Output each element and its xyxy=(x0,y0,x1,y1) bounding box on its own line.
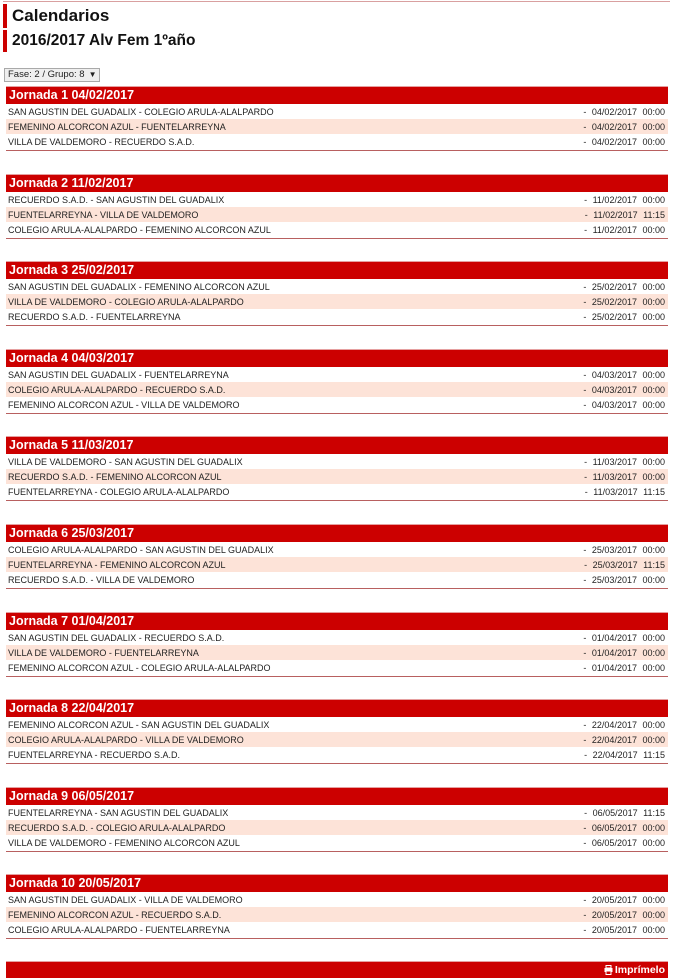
match-teams: FUENTELARREYNA - RECUERDO S.A.D. xyxy=(8,749,181,760)
match-datetime: - 01/04/2017 00:00 xyxy=(583,647,665,658)
match-row xyxy=(6,192,668,207)
match-teams: COLEGIO ARULA-ALALPARDO - RECUERDO S.A.D. xyxy=(8,384,226,395)
match-datetime: - 25/03/2017 11:15 xyxy=(584,559,665,570)
match-teams: FEMENINO ALCORCON AZUL - FUENTELARREYNA xyxy=(8,121,226,132)
round-divider xyxy=(6,851,668,852)
match-teams: VILLA DE VALDEMORO - FUENTELARREYNA xyxy=(8,647,199,658)
match-datetime: - 11/03/2017 00:00 xyxy=(584,471,665,482)
match-datetime: - 06/05/2017 00:00 xyxy=(583,837,665,848)
match-teams: VILLA DE VALDEMORO - SAN AGUSTIN DEL GUADALIX xyxy=(8,456,243,467)
round-block xyxy=(6,874,668,939)
match-datetime: - 04/03/2017 00:00 xyxy=(583,384,665,395)
round-block xyxy=(6,612,668,677)
round-header: Jornada 7 01/04/2017 xyxy=(6,612,668,630)
round-header: Jornada 2 11/02/2017 xyxy=(6,174,668,192)
match-row xyxy=(6,469,668,484)
round-block xyxy=(6,787,668,852)
match-teams: RECUERDO S.A.D. - SAN AGUSTIN DEL GUADALIX xyxy=(8,194,225,205)
match-row xyxy=(6,805,668,820)
match-teams: FUENTELARREYNA - SAN AGUSTIN DEL GUADALIX xyxy=(8,807,229,818)
match-row xyxy=(6,557,668,572)
round-divider xyxy=(6,588,668,589)
round-block xyxy=(6,174,668,239)
footer-bar xyxy=(6,961,668,978)
match-teams: RECUERDO S.A.D. - VILLA DE VALDEMORO xyxy=(8,574,195,585)
match-datetime: - 25/03/2017 00:00 xyxy=(583,574,665,585)
round-header: Jornada 3 25/02/2017 xyxy=(6,261,668,279)
match-datetime: - 06/05/2017 00:00 xyxy=(583,822,665,833)
match-row xyxy=(6,732,668,747)
match-teams: FEMENINO ALCORCON AZUL - RECUERDO S.A.D. xyxy=(8,909,222,920)
match-teams: VILLA DE VALDEMORO - RECUERDO S.A.D. xyxy=(8,136,195,147)
round-header: Jornada 9 06/05/2017 xyxy=(6,787,668,805)
round-block xyxy=(6,699,668,764)
match-datetime: - 04/02/2017 00:00 xyxy=(583,121,665,132)
round-divider xyxy=(6,325,668,326)
match-datetime: - 25/02/2017 00:00 xyxy=(583,296,665,307)
match-datetime: - 22/04/2017 00:00 xyxy=(583,734,665,745)
match-row xyxy=(6,572,668,587)
match-row xyxy=(6,119,668,134)
match-teams: SAN AGUSTIN DEL GUADALIX - VILLA DE VALDEMORO xyxy=(8,894,243,905)
match-row xyxy=(6,207,668,222)
match-teams: RECUERDO S.A.D. - COLEGIO ARULA-ALALPARDO xyxy=(8,822,226,833)
match-teams: VILLA DE VALDEMORO - FEMENINO ALCORCON AZUL xyxy=(8,837,240,848)
match-row xyxy=(6,907,668,922)
match-row xyxy=(6,454,668,469)
match-teams: FUENTELARREYNA - VILLA DE VALDEMORO xyxy=(8,209,199,220)
page-title: Calendarios xyxy=(3,4,109,28)
round-header: Jornada 1 04/02/2017 xyxy=(6,86,668,104)
match-row xyxy=(6,222,668,237)
match-teams: COLEGIO ARULA-ALALPARDO - FEMENINO ALCORCON AZUL xyxy=(8,224,271,235)
match-teams: FEMENINO ALCORCON AZUL - VILLA DE VALDEMORO xyxy=(8,399,240,410)
match-datetime: - 22/04/2017 00:00 xyxy=(583,719,665,730)
match-datetime: - 01/04/2017 00:00 xyxy=(583,662,665,673)
match-row xyxy=(6,309,668,324)
match-teams: COLEGIO ARULA-ALALPARDO - FUENTELARREYNA xyxy=(8,924,230,935)
match-row xyxy=(6,630,668,645)
match-row xyxy=(6,104,668,119)
match-teams: VILLA DE VALDEMORO - COLEGIO ARULA-ALALPARDO xyxy=(8,296,244,307)
round-divider xyxy=(6,500,668,501)
round-divider xyxy=(6,763,668,764)
round-header: Jornada 5 11/03/2017 xyxy=(6,436,668,454)
match-datetime: - 11/02/2017 00:00 xyxy=(584,194,665,205)
round-block xyxy=(6,86,668,151)
match-row xyxy=(6,717,668,732)
match-row xyxy=(6,747,668,762)
match-row xyxy=(6,835,668,850)
triangle-down-icon: ▼ xyxy=(88,70,97,79)
round-header: Jornada 10 20/05/2017 xyxy=(6,874,668,892)
print-button[interactable] xyxy=(604,964,668,976)
match-row xyxy=(6,367,668,382)
phase-group-select-value: Fase: 2 / Grupo: 8 xyxy=(8,69,85,80)
match-teams: FUENTELARREYNA - FEMENINO ALCORCON AZUL xyxy=(8,559,226,570)
match-datetime: - 25/02/2017 00:00 xyxy=(583,281,665,292)
top-divider xyxy=(3,1,670,2)
round-header: Jornada 6 25/03/2017 xyxy=(6,524,668,542)
match-datetime: - 25/03/2017 00:00 xyxy=(583,544,665,555)
round-divider xyxy=(6,413,668,414)
match-row xyxy=(6,382,668,397)
match-teams: COLEGIO ARULA-ALALPARDO - VILLA DE VALDEMORO xyxy=(8,734,244,745)
round-divider xyxy=(6,150,668,151)
match-datetime: - 20/05/2017 00:00 xyxy=(583,894,665,905)
match-datetime: - 20/05/2017 00:00 xyxy=(583,909,665,920)
match-row xyxy=(6,892,668,907)
round-block xyxy=(6,349,668,414)
round-header: Jornada 8 22/04/2017 xyxy=(6,699,668,717)
match-datetime: - 11/02/2017 11:15 xyxy=(584,209,665,220)
match-datetime: - 11/02/2017 00:00 xyxy=(584,224,665,235)
match-datetime: - 25/02/2017 00:00 xyxy=(583,311,665,322)
match-row xyxy=(6,820,668,835)
match-teams: SAN AGUSTIN DEL GUADALIX - COLEGIO ARULA-ALALPARDO xyxy=(8,106,274,117)
match-datetime: - 01/04/2017 00:00 xyxy=(583,632,665,643)
match-datetime: - 06/05/2017 11:15 xyxy=(584,807,665,818)
round-divider xyxy=(6,238,668,239)
match-teams: SAN AGUSTIN DEL GUADALIX - FUENTELARREYNA xyxy=(8,369,229,380)
match-teams: RECUERDO S.A.D. - FUENTELARREYNA xyxy=(8,311,181,322)
phase-group-select[interactable] xyxy=(4,68,100,82)
match-datetime: - 04/03/2017 00:00 xyxy=(583,399,665,410)
match-teams: SAN AGUSTIN DEL GUADALIX - RECUERDO S.A.D. xyxy=(8,632,225,643)
match-datetime: - 11/03/2017 00:00 xyxy=(584,456,665,467)
round-divider xyxy=(6,938,668,939)
match-row xyxy=(6,922,668,937)
match-datetime: - 11/03/2017 11:15 xyxy=(584,486,665,497)
match-datetime: - 20/05/2017 00:00 xyxy=(583,924,665,935)
match-row xyxy=(6,660,668,675)
match-row xyxy=(6,645,668,660)
page-subtitle: 2016/2017 Alv Fem 1ºaño xyxy=(3,30,195,52)
match-teams: FUENTELARREYNA - COLEGIO ARULA-ALALPARDO xyxy=(8,486,230,497)
match-row xyxy=(6,397,668,412)
round-divider xyxy=(6,676,668,677)
match-teams: COLEGIO ARULA-ALALPARDO - SAN AGUSTIN DEL GUADALIX xyxy=(8,544,274,555)
match-teams: RECUERDO S.A.D. - FEMENINO ALCORCON AZUL xyxy=(8,471,222,482)
match-row xyxy=(6,134,668,149)
match-datetime: - 04/03/2017 00:00 xyxy=(583,369,665,380)
match-row xyxy=(6,279,668,294)
match-teams: FEMENINO ALCORCON AZUL - SAN AGUSTIN DEL GUADALIX xyxy=(8,719,270,730)
printer-icon xyxy=(604,965,613,975)
match-row xyxy=(6,542,668,557)
match-teams: FEMENINO ALCORCON AZUL - COLEGIO ARULA-ALALPARDO xyxy=(8,662,271,673)
round-block xyxy=(6,524,668,589)
match-row xyxy=(6,484,668,499)
match-datetime: - 04/02/2017 00:00 xyxy=(583,136,665,147)
round-block xyxy=(6,261,668,326)
match-datetime: - 22/04/2017 11:15 xyxy=(584,749,665,760)
match-datetime: - 04/02/2017 00:00 xyxy=(583,106,665,117)
match-row xyxy=(6,294,668,309)
round-header: Jornada 4 04/03/2017 xyxy=(6,349,668,367)
round-block xyxy=(6,436,668,501)
match-teams: SAN AGUSTIN DEL GUADALIX - FEMENINO ALCORCON AZUL xyxy=(8,281,270,292)
print-label: Imprímelo xyxy=(614,964,665,976)
